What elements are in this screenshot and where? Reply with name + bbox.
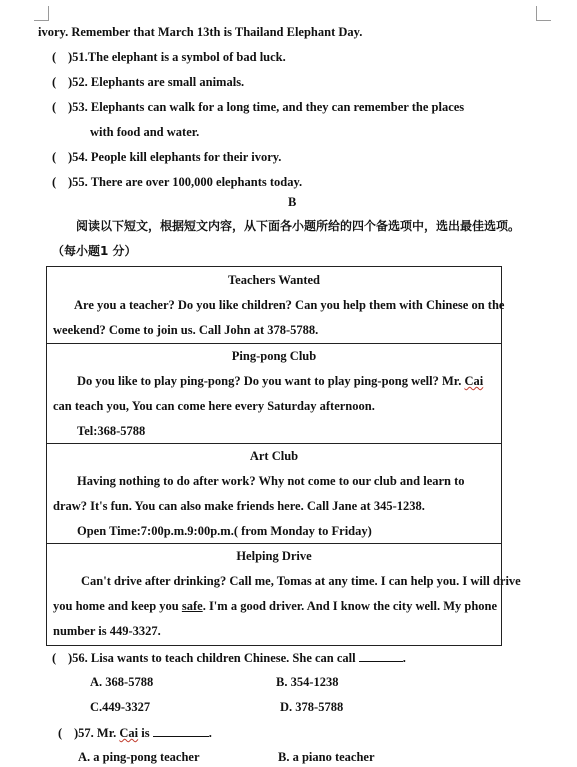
option-b: B. 354-1238	[276, 675, 339, 689]
ad-title: Teachers Wanted	[227, 273, 321, 287]
ad-line: draw? It's fun. You can also make friends here. Call Jane at 345-1238.	[53, 499, 425, 513]
ads-table	[46, 266, 521, 646]
ad-phone: Tel:368-5788	[77, 424, 146, 438]
ad-line: Can't drive after drinking? Call me, Tomas at any time. I can help you. I will drive	[81, 574, 521, 588]
instruction-line-2: （每小题1 分）	[52, 244, 137, 258]
question-57: ( )57. Mr. Cai is .	[58, 726, 212, 740]
option-a: A. a ping-pong teacher	[78, 750, 200, 764]
option-d: D. 378-5788	[280, 700, 344, 714]
ad-phone: number is 449-3327.	[53, 624, 161, 638]
question-56: ( )56. Lisa wants to teach children Chinese. She can call .	[52, 651, 406, 665]
instruction-line-1: 阅读以下短文，根据短文内容，从下面各小题所给的四个备选项中，选出最佳选项。	[76, 219, 521, 233]
ad-line: you home and keep you safe. I'm a good driver. And I know the city well. My phone	[53, 599, 498, 613]
page-corner-mark-top-left	[34, 6, 49, 21]
ad-line: Having nothing to do after work? Why not come to our club and learn to	[77, 474, 465, 488]
ad-line: Do you like to play ping-pong? Do you want to play ping-pong well? Mr. Cai	[77, 374, 484, 388]
ad-art-club	[47, 443, 501, 544]
question-52: ( )52. Elephants are small animals.	[52, 75, 245, 89]
question-55: ( )55. There are over 100,000 elephants today.	[52, 175, 303, 189]
question-53-continued: with food and water.	[90, 125, 200, 139]
ad-line: can teach you, You can come here every Saturday afternoon.	[53, 399, 375, 413]
ad-teachers-wanted	[47, 267, 505, 343]
question-51: ( )51.The elephant is a symbol of bad luck.	[52, 50, 286, 64]
answer-blank	[153, 725, 209, 737]
ad-line: Are you a teacher? Do you like children? Can you help them with Chinese on the	[74, 298, 505, 312]
ad-title: Art Club	[249, 449, 299, 463]
option-a: A. 368-5788	[90, 675, 154, 689]
intro-line: ivory. Remember that March 13th is Thailand Elephant Day.	[38, 25, 363, 39]
answer-blank	[359, 650, 403, 662]
question-53: ( )53. Elephants can walk for a long time, and they can remember the places	[52, 100, 465, 114]
section-label: B	[288, 195, 297, 209]
ad-title: Helping Drive	[236, 549, 312, 563]
ad-line: weekend? Come to join us. Call John at 378-5788.	[53, 323, 319, 337]
question-54: ( )54. People kill elephants for their ivory.	[52, 150, 282, 164]
ad-title: Ping-pong Club	[231, 349, 317, 363]
ad-helping-drive	[47, 543, 521, 646]
ad-open-time: Open Time:7:00p.m.9:00p.m.( from Monday to Friday)	[77, 524, 372, 538]
option-c: C.449-3327	[90, 700, 151, 714]
option-b: B. a piano teacher	[278, 750, 375, 764]
page-corner-mark-top-right	[536, 6, 551, 21]
ad-ping-pong-club	[47, 343, 501, 444]
